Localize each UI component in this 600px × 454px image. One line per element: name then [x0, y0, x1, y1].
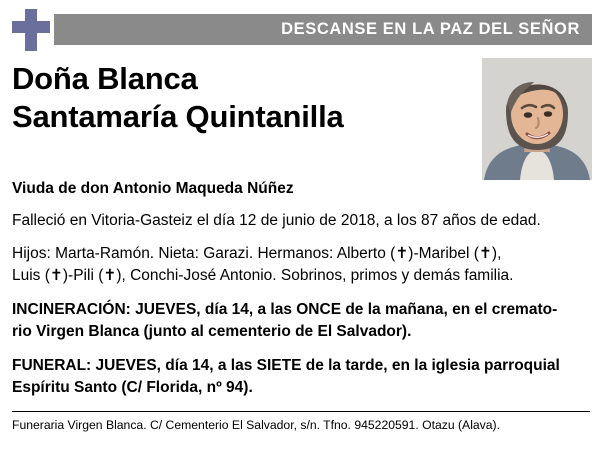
cross-icon	[8, 5, 54, 53]
cremation-block	[12, 299, 590, 344]
banner	[54, 14, 592, 45]
banner-text: DESCANSE EN LA PAZ DEL SEÑOR	[281, 19, 580, 38]
cremation-line-2: rio Virgen Blanca (junto al cementerio de El Salvador).	[12, 323, 412, 341]
widow-line: Viuda de don Antonio Maqueda Núñez	[12, 180, 294, 197]
funeral-home-info: Funeraria Virgen Blanca. C/ Cementerio El Salvador, s/n. Tfno. 945220591. Otazu (Alava).	[12, 417, 500, 432]
portrait-photo	[482, 58, 592, 180]
funeral-line-1: FUNERAL: JUEVES, día 14, a las SIETE de la tarde, en la iglesia parroquial	[12, 356, 560, 374]
family-line-2: Luis (✝)-Pili (✝), Conchi-José Antonio. Sobrinos, primos y demás familia.	[12, 267, 514, 285]
deceased-name-line1: Doña Blanca	[12, 61, 198, 96]
death-line: Falleció en Vitoria-Gasteiz el día 12 de junio de 2018, a los 87 años de edad.	[12, 212, 541, 230]
family-line-1: Hijos: Marta-Ramón. Nieta: Garazi. Hermanos: Alberto (✝)-Maribel (✝),	[12, 244, 502, 262]
deceased-name-line2: Santamaría Quintanilla	[12, 98, 344, 134]
funeral-block	[12, 355, 590, 400]
divider	[12, 411, 590, 412]
funeral-line-2: Espíritu Santo (C/ Florida, nº 94).	[12, 379, 253, 397]
header-band	[0, 0, 600, 58]
family-block	[12, 243, 590, 288]
details-body	[0, 172, 600, 400]
cremation-line-1: INCINERACIÓN: JUEVES, día 14, a las ONCE de la mañana, en el cremato-	[12, 300, 558, 318]
name-block	[0, 58, 600, 172]
